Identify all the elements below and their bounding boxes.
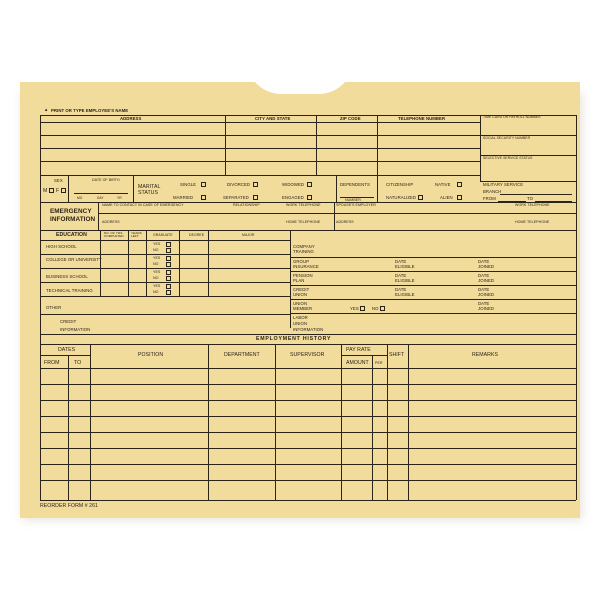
alien-checkbox[interactable] bbox=[457, 195, 462, 200]
native-label: NATIVE bbox=[435, 182, 451, 187]
separated-label: SEPARATED bbox=[223, 195, 249, 200]
union-no-checkbox[interactable] bbox=[380, 306, 385, 311]
college-yes-label: YES bbox=[153, 256, 161, 260]
edu-row-line-1 bbox=[40, 254, 290, 255]
graduate-label: GRADUATE bbox=[153, 233, 173, 237]
hs-yes-checkbox[interactable] bbox=[166, 242, 171, 247]
dob-divider bbox=[133, 175, 134, 202]
edu-col-3 bbox=[146, 230, 147, 296]
military-label: MILITARY SERVICE bbox=[483, 182, 524, 187]
employment-history-title: EMPLOYMENT HISTORY bbox=[256, 336, 332, 342]
emp-row-2 bbox=[40, 400, 576, 401]
benefit-line-4 bbox=[290, 299, 576, 300]
employee-record-folder bbox=[20, 82, 580, 518]
marital-label: MARITAL bbox=[138, 184, 161, 190]
address-header: ADDRESS bbox=[120, 116, 142, 121]
hs-yes-label: YES bbox=[153, 242, 161, 246]
emergency-title-divider bbox=[98, 202, 99, 230]
employment-header-bottom bbox=[40, 368, 576, 369]
naturalized-checkbox[interactable] bbox=[418, 195, 423, 200]
from-header: FROM bbox=[44, 360, 60, 366]
sex-m-label: M bbox=[43, 188, 48, 194]
degree-label: DEGREE bbox=[189, 233, 205, 237]
dependents-number-label: NUMBER bbox=[345, 198, 361, 202]
technical-yes-label: YES bbox=[153, 284, 161, 288]
dependents-divider bbox=[377, 175, 378, 202]
cu-eligible-label: ELIGIBLE bbox=[395, 292, 415, 297]
spouse-home-tel-label: HOME TELEPHONE bbox=[515, 220, 550, 224]
dob-year-label: YR bbox=[117, 196, 122, 200]
employee-form bbox=[20, 82, 580, 518]
emp-col-department bbox=[208, 344, 209, 500]
credit-label: CREDIT bbox=[60, 319, 77, 324]
technical-no-label: NO bbox=[153, 290, 159, 294]
emp-row-4 bbox=[40, 432, 576, 433]
edu-col-1 bbox=[100, 230, 101, 296]
emergency-title: EMERGENCY bbox=[50, 208, 92, 215]
edu-row-line-4 bbox=[40, 296, 290, 297]
emergency-mid-line bbox=[98, 213, 576, 214]
pension-label: PENSION bbox=[293, 273, 313, 278]
alien-label: ALIEN bbox=[440, 195, 453, 200]
union-member-label: UNION bbox=[293, 301, 308, 306]
amount-header: AMOUNT bbox=[346, 360, 369, 366]
city-state-header: CITY AND STATE bbox=[255, 116, 291, 121]
college-no-label: NO bbox=[153, 262, 159, 266]
dob-line bbox=[74, 193, 128, 194]
widowed-label: WIDOWED bbox=[282, 182, 305, 187]
divorced-checkbox[interactable] bbox=[253, 182, 258, 187]
business-yes-label: YES bbox=[153, 270, 161, 274]
emp-row-3 bbox=[40, 416, 576, 417]
hs-no-checkbox[interactable] bbox=[166, 248, 171, 253]
insurance-label: INSURANCE bbox=[293, 264, 319, 269]
dates-header: DATES bbox=[58, 347, 76, 353]
engaged-label: ENGAGED bbox=[282, 195, 304, 200]
union-joined-label: JOINED bbox=[478, 306, 495, 311]
ssn-label: SOCIAL SECURITY NUMBER bbox=[483, 136, 531, 140]
technical-no-checkbox[interactable] bbox=[166, 290, 171, 295]
selective-service-label: SELECTIVE SERVICE STATUS bbox=[483, 156, 533, 160]
cu-joined-label: JOINED bbox=[478, 292, 495, 297]
business-no-label: NO bbox=[153, 276, 159, 280]
emp-row-1 bbox=[40, 384, 576, 385]
business-yes-checkbox[interactable] bbox=[166, 270, 171, 275]
frame-left bbox=[40, 115, 41, 500]
employment-top-line bbox=[40, 334, 576, 335]
years-completed-label: NO. OF YRS. COMPLETED bbox=[104, 231, 124, 239]
pay-rate-header: PAY RATE bbox=[346, 347, 371, 353]
credit-information-label: INFORMATION bbox=[60, 327, 91, 332]
supervisor-header: SUPERVISOR bbox=[290, 352, 325, 358]
employment-title-line bbox=[40, 344, 576, 345]
emergency-relationship-label: RELATIONSHIP bbox=[233, 203, 260, 207]
spouse-employer-label: SPOUSE'S EMPLOYER bbox=[336, 203, 376, 207]
time-card-label: TIME CARD OR PAYROLL NUMBER bbox=[483, 115, 541, 119]
dob-day-label: DAY bbox=[97, 196, 104, 200]
branch-label: BRANCH bbox=[483, 189, 502, 194]
edu-col-4 bbox=[179, 230, 180, 296]
emp-col-position bbox=[90, 344, 91, 500]
position-header: POSITION bbox=[138, 352, 164, 358]
single-checkbox[interactable] bbox=[201, 182, 206, 187]
college-no-checkbox[interactable] bbox=[166, 262, 171, 267]
benefit-line-3 bbox=[290, 285, 576, 286]
edu-col-2 bbox=[128, 230, 129, 296]
edu-row-technical: TECHNICAL TRAINING bbox=[46, 288, 93, 293]
plan-label: PLAN bbox=[293, 278, 305, 283]
emp-row-5 bbox=[40, 448, 576, 449]
branch-line bbox=[500, 194, 572, 195]
edu-col-5 bbox=[208, 230, 209, 296]
telephone-header: TELEPHONE NUMBER bbox=[398, 116, 446, 121]
group-date2-label: DATE bbox=[478, 259, 490, 264]
citizenship-label: CITIZENSHIP bbox=[386, 182, 414, 187]
group-joined-label: JOINED bbox=[478, 264, 495, 269]
zip-divider bbox=[377, 115, 378, 175]
naturalized-label: NATURALIZED bbox=[386, 195, 417, 200]
company-label: COMPANY bbox=[293, 244, 315, 249]
status-label: STATUS bbox=[138, 190, 158, 196]
married-label: MARRIED bbox=[173, 195, 194, 200]
military-from-label: FROM bbox=[483, 196, 496, 201]
spouse-work-tel-label: WORK TELEPHONE bbox=[515, 203, 550, 207]
member-label: MEMBER bbox=[293, 306, 313, 311]
frame-right bbox=[576, 115, 577, 500]
to-header: TO bbox=[74, 360, 82, 366]
marital-divider bbox=[336, 175, 337, 202]
military-to-label: TO bbox=[527, 196, 533, 201]
header-row-line bbox=[40, 122, 480, 123]
department-header: DEPARTMENT bbox=[224, 352, 260, 358]
group-label: GROUP bbox=[293, 259, 310, 264]
shift-header: SHIFT bbox=[389, 352, 405, 358]
pension-joined-label: JOINED bbox=[478, 278, 495, 283]
remarks-header: REMARKS bbox=[472, 352, 499, 358]
emp-col-payrate bbox=[341, 344, 342, 500]
credit-union-union-label: UNION bbox=[293, 292, 308, 297]
spouse-address-label: ADDRESS bbox=[336, 220, 354, 224]
pension-date2-label: DATE bbox=[478, 273, 490, 278]
education-title: EDUCATION bbox=[56, 232, 87, 238]
pay-rate-divider-line bbox=[341, 355, 387, 356]
emergency-contact-label: NAME TO CONTACT IN CASE OF EMERGENCY bbox=[102, 203, 184, 207]
sex-f-label: F bbox=[56, 188, 60, 194]
emp-col-supervisor bbox=[275, 344, 276, 500]
emergency-address-label: ADDRESS bbox=[102, 220, 120, 224]
edu-row-business: BUSINESS SCHOOL bbox=[46, 274, 88, 279]
labor-information-label: INFORMATION bbox=[293, 327, 324, 332]
frame-bottom bbox=[40, 500, 576, 501]
emp-col-per bbox=[372, 355, 373, 500]
divorced-label: DIVORCED bbox=[227, 182, 251, 187]
pension-eligible-label: ELIGIBLE bbox=[395, 278, 415, 283]
cu-date-label: DATE bbox=[395, 287, 407, 292]
separated-checkbox[interactable] bbox=[253, 195, 258, 200]
address-row-1 bbox=[40, 135, 480, 136]
sex-divider bbox=[68, 175, 69, 202]
credit-union-label: CREDIT bbox=[293, 287, 310, 292]
labor-union-label: UNION bbox=[293, 321, 308, 326]
widowed-checkbox[interactable] bbox=[307, 182, 312, 187]
emergency-information-title: INFORMATION bbox=[50, 216, 96, 223]
emp-col-from-to bbox=[68, 355, 69, 500]
address-row-4 bbox=[40, 175, 480, 176]
union-no-label: NO bbox=[372, 306, 379, 311]
dates-divider-line bbox=[40, 355, 90, 356]
edu-row-college: COLLEGE OR UNIVERSITY bbox=[46, 257, 102, 262]
married-checkbox[interactable] bbox=[201, 195, 206, 200]
group-eligible-label: ELIGIBLE bbox=[395, 264, 415, 269]
native-checkbox[interactable] bbox=[457, 182, 462, 187]
edu-row-line-2 bbox=[40, 268, 290, 269]
per-header: PER bbox=[375, 361, 383, 365]
pension-date-label: DATE bbox=[395, 273, 407, 278]
engaged-checkbox[interactable] bbox=[307, 195, 312, 200]
zip-header: ZIP CODE bbox=[340, 116, 361, 121]
labor-label: LABOR bbox=[293, 315, 308, 320]
emp-col-shift bbox=[387, 344, 388, 500]
cu-date2-label: DATE bbox=[478, 287, 490, 292]
employee-name-label: PRINT OR TYPE EMPLOYEE'S NAME bbox=[51, 108, 129, 113]
reorder-form-label: REORDER FORM # 261 bbox=[40, 503, 98, 509]
union-yes-checkbox[interactable] bbox=[360, 306, 365, 311]
hs-no-label: NO bbox=[153, 248, 159, 252]
emp-col-remarks bbox=[408, 344, 409, 500]
address-row-2 bbox=[40, 148, 480, 149]
training-label: TRAINING bbox=[293, 249, 314, 254]
emergency-spouse-divider bbox=[334, 202, 335, 230]
years-left-label: YEARS LEFT bbox=[131, 231, 142, 239]
other-line bbox=[40, 314, 290, 315]
dependents-label: DEPENDENTS bbox=[340, 182, 370, 187]
emergency-home-tel-label: HOME TELEPHONE bbox=[286, 220, 321, 224]
business-no-checkbox[interactable] bbox=[166, 276, 171, 281]
sex-m-checkbox[interactable] bbox=[49, 188, 54, 193]
address-row-3 bbox=[40, 161, 480, 162]
name-arrow-icon: ▲ bbox=[44, 107, 49, 112]
dob-label: DATE OF BIRTH bbox=[92, 178, 120, 182]
other-label: OTHER bbox=[46, 305, 62, 310]
union-yes-label: YES bbox=[350, 306, 359, 311]
sex-label: SEX bbox=[54, 178, 63, 183]
address-divider bbox=[225, 115, 226, 175]
emp-row-6 bbox=[40, 464, 576, 465]
benefit-line-5 bbox=[290, 313, 576, 314]
dob-month-label: MO bbox=[77, 196, 83, 200]
benefit-line-2 bbox=[290, 271, 576, 272]
phone-divider bbox=[480, 115, 481, 181]
edu-row-high-school: HIGH SCHOOL bbox=[46, 244, 77, 249]
sex-f-checkbox[interactable] bbox=[61, 188, 66, 193]
union-date-label: DATE bbox=[478, 301, 490, 306]
education-header-line bbox=[40, 240, 290, 241]
college-yes-checkbox[interactable] bbox=[166, 256, 171, 261]
group-date-label: DATE bbox=[395, 259, 407, 264]
benefit-line-1 bbox=[290, 257, 576, 258]
city-divider bbox=[316, 115, 317, 175]
single-label: SINGLE bbox=[180, 182, 197, 187]
emergency-work-tel-label: WORK TELEPHONE bbox=[286, 203, 321, 207]
emp-row-7 bbox=[40, 480, 576, 481]
edu-row-line-3 bbox=[40, 282, 290, 283]
technical-yes-checkbox[interactable] bbox=[166, 284, 171, 289]
major-label: MAJOR bbox=[242, 233, 255, 237]
